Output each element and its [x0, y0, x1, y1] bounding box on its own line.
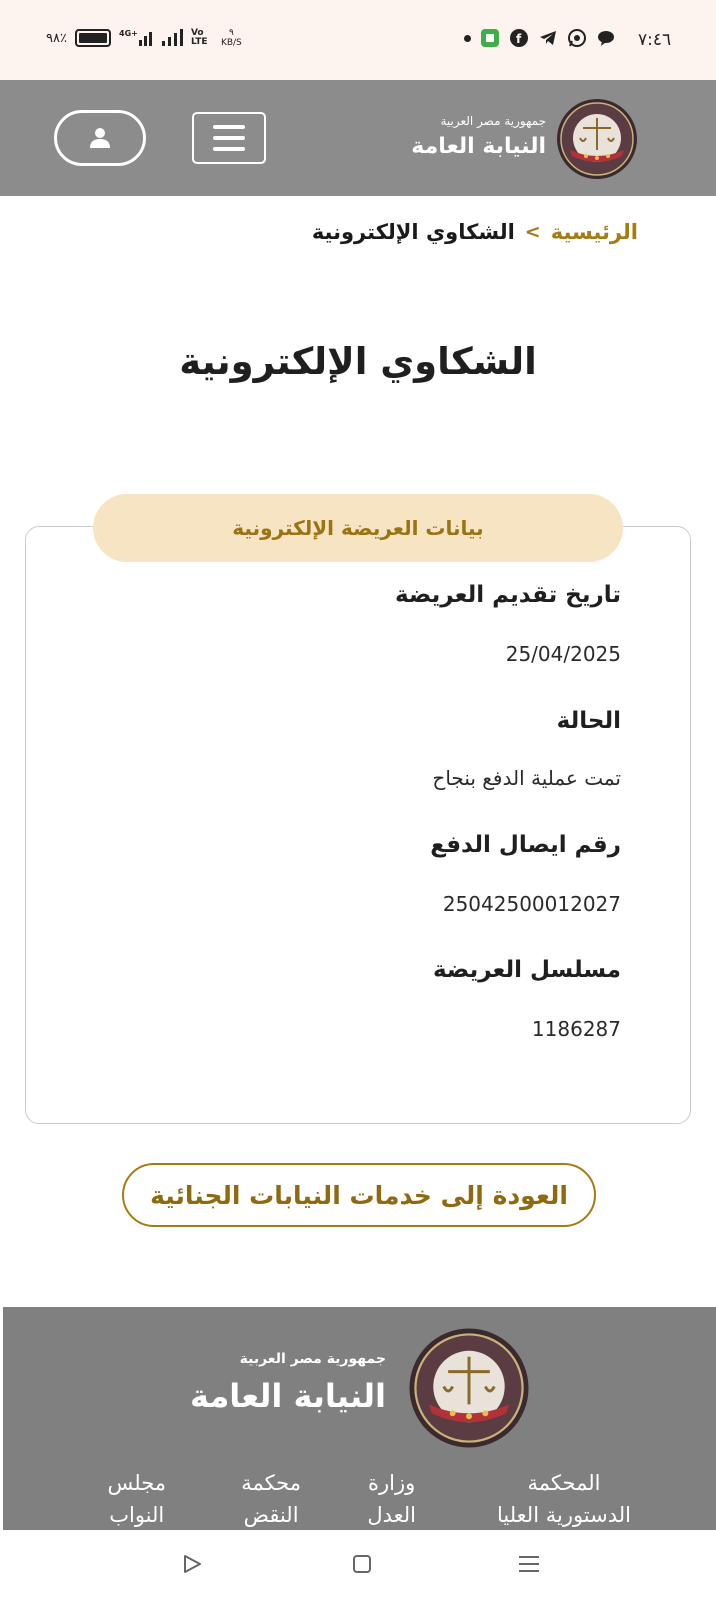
net-speed-value: ٩	[228, 28, 234, 38]
footer-link-constitutional-court[interactable]	[497, 1467, 631, 1531]
more-notifications-dot-icon	[464, 35, 471, 42]
breadcrumb	[312, 220, 638, 244]
back-to-services-button[interactable]: العودة إلى خدمات النيابات الجنائية	[122, 1163, 596, 1227]
message-bubble-icon	[596, 28, 616, 48]
footer-link-court-of-cassation[interactable]	[241, 1467, 301, 1531]
header-org-subtitle: جمهورية مصر العربية	[440, 114, 546, 128]
breadcrumb-current: الشكاوي الإلكترونية	[311, 220, 515, 244]
app-notification-icon	[480, 28, 500, 48]
whatsapp-icon	[567, 28, 587, 48]
telegram-icon	[538, 28, 558, 48]
payment-receipt-label: رقم ايصال الدفع	[430, 832, 621, 858]
payment-receipt-value: 25042500012027	[442, 892, 621, 916]
back-nav-button[interactable]	[178, 1550, 206, 1578]
footer-link-house-of-representatives[interactable]	[107, 1467, 166, 1531]
home-square-icon	[351, 1553, 373, 1575]
signal-4g-icon	[119, 28, 153, 48]
footer-link-line: النقض	[243, 1503, 299, 1527]
user-icon	[89, 127, 111, 149]
net-speed	[221, 28, 242, 48]
footer-prosecution-logo	[408, 1327, 530, 1449]
footer-link-line: النواب	[109, 1503, 165, 1527]
card-heading: بيانات العريضة الإلكترونية	[93, 494, 623, 562]
footer-link-ministry-of-justice[interactable]	[367, 1467, 416, 1531]
site-header	[0, 80, 716, 196]
hamburger-line	[213, 136, 245, 140]
breadcrumb-home-link[interactable]: الرئيسية	[550, 220, 638, 244]
status-left	[46, 28, 242, 48]
notification-icons	[464, 28, 616, 48]
battery-percent: ٩٨٪	[46, 30, 67, 46]
petition-serial-value: 1186287	[531, 1017, 621, 1041]
facebook-icon	[509, 28, 529, 48]
clock: ٧:٤٦	[638, 30, 672, 50]
hamburger-line	[213, 147, 245, 151]
public-prosecution-logo[interactable]	[556, 98, 638, 180]
footer-org-name: النيابة العامة	[190, 1377, 386, 1415]
signal-bars-icon	[161, 28, 183, 48]
hamburger-line	[213, 125, 245, 129]
home-nav-button[interactable]	[348, 1550, 376, 1578]
site-footer	[3, 1307, 716, 1530]
user-account-button[interactable]	[54, 110, 146, 166]
header-org-name[interactable]: النيابة العامة	[411, 134, 546, 159]
page-title: الشكاوي الإلكترونية	[179, 340, 537, 383]
volte-icon: Vo LTE	[190, 28, 208, 47]
svg-text:f: f	[516, 32, 522, 46]
footer-link-line: العدل	[367, 1503, 416, 1527]
recents-lines-icon	[517, 1553, 541, 1575]
menu-button[interactable]	[192, 112, 266, 164]
battery-icon	[75, 29, 111, 47]
footer-link-line: المحكمة	[527, 1471, 601, 1495]
footer-link-line: مجلس	[107, 1471, 166, 1495]
status-value: تمت عملية الدفع بنجاح	[432, 766, 621, 790]
footer-link-line: محكمة	[241, 1471, 301, 1495]
submission-date-value: 25/04/2025	[505, 642, 621, 666]
recents-nav-button[interactable]	[515, 1550, 543, 1578]
status-label: الحالة	[556, 708, 621, 734]
svg-text:4G+: 4G+	[118, 29, 138, 38]
back-triangle-icon	[181, 1553, 203, 1575]
net-speed-unit: KB/S	[220, 38, 242, 48]
breadcrumb-separator: >	[524, 221, 541, 243]
footer-link-line: الدستورية العليا	[496, 1503, 631, 1527]
footer-link-line: وزارة	[368, 1471, 416, 1495]
status-bar	[0, 0, 716, 80]
submission-date-label: تاريخ تقديم العريضة	[395, 582, 621, 608]
petition-serial-label: مسلسل العريضة	[432, 957, 621, 983]
system-navigation-bar	[0, 1530, 716, 1600]
footer-org-subtitle: جمهورية مصر العربية	[239, 1351, 386, 1367]
